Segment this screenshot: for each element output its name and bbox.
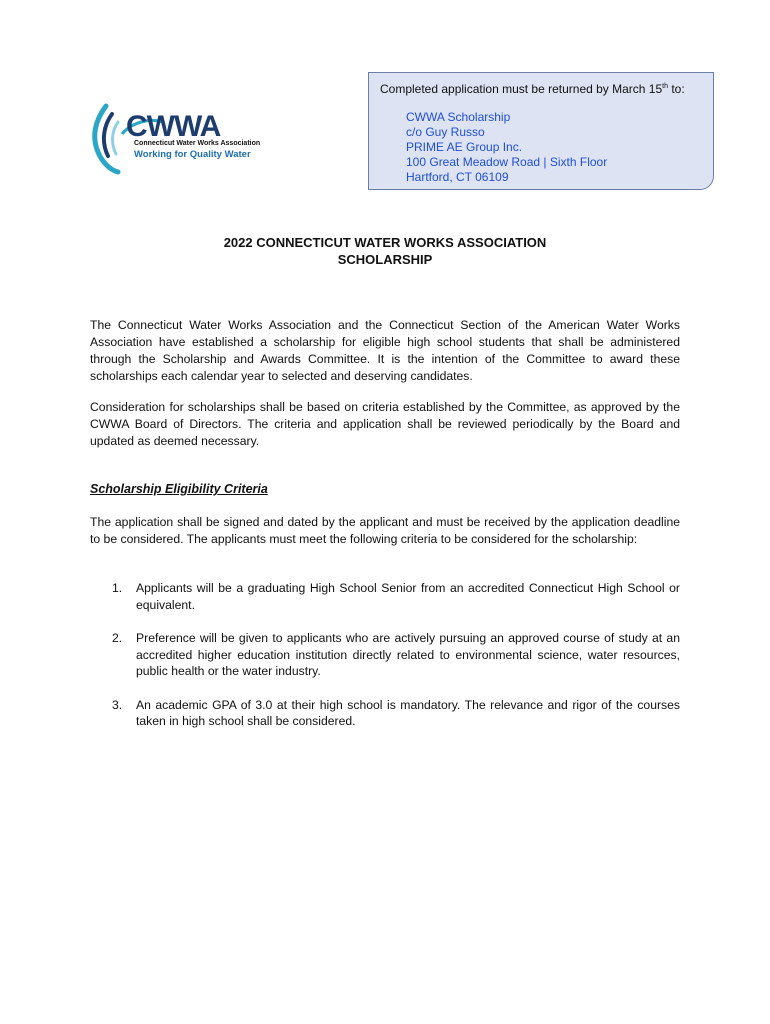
- logo-org-name: Connecticut Water Works Association: [134, 140, 261, 147]
- svg-text:CWWA: CWWA: [126, 110, 221, 143]
- cwwa-logo: [92, 100, 262, 178]
- intro-paragraph-1: The Connecticut Water Works Association and the Connecticut Section of the American Water Works Association have established a scholarship for eligible high school students that shall be administered through the Scholarship and Awards Committee. It is the intention of the Committee to award these scholarships each calendar year to selected and deserving candidates.: [90, 318, 680, 383]
- criteria-item: [90, 697, 680, 730]
- criteria-text: An academic GPA of 3.0 at their high school is mandatory. The relevance and rigor of the courses taken in high school shall be considered.: [136, 697, 680, 728]
- criteria-item: [90, 630, 680, 680]
- address-line: c/o Guy Russo: [406, 125, 485, 139]
- address-line: 100 Great Meadow Road | Sixth Floor: [406, 155, 608, 169]
- eligibility-intro: The application shall be signed and dated by the applicant and must be received by the application deadline to be considered. The applicants must meet the following criteria to be considered for the scholarship:: [90, 515, 680, 546]
- mailing-address: [406, 110, 607, 185]
- criteria-number: 3.: [112, 697, 123, 712]
- intro-paragraph-2: Consideration for scholarships shall be based on criteria established by the Committee, as approved by the CWWA Board of Directors. The criteria and application shall be reviewed periodically by the Board and updated as deemed necessary.: [90, 400, 680, 448]
- criteria-list: [90, 580, 680, 747]
- criteria-number: 2.: [112, 631, 123, 645]
- title-line-1: 2022 CONNECTICUT WATER WORKS ASSOCIATION: [223, 235, 547, 250]
- document-title: [90, 234, 680, 268]
- mailing-heading: Completed application must be returned by March 15th to:: [380, 82, 685, 96]
- criteria-number: 1.: [112, 581, 123, 595]
- mailing-address-box: [368, 72, 714, 190]
- address-line: CWWA Scholarship: [406, 110, 511, 124]
- title-line-2: SCHOLARSHIP: [337, 252, 433, 267]
- criteria-item: [90, 580, 680, 613]
- address-line: PRIME AE Group Inc.: [406, 140, 523, 154]
- eligibility-heading: Scholarship Eligibility Criteria: [90, 482, 268, 496]
- address-line: Hartford, CT 06109: [406, 170, 509, 184]
- criteria-text: Applicants will be a graduating High School Senior from an accredited Connecticut High School or equivalent.: [136, 581, 680, 612]
- water-drop-logo-icon: [92, 100, 262, 178]
- criteria-text: Preference will be given to applicants who are actively pursuing an approved course of study at an accredited higher education institution directly related to environmental science, water resources, public health or the water industry.: [136, 631, 680, 678]
- logo-tagline: Working for Quality Water: [134, 149, 251, 160]
